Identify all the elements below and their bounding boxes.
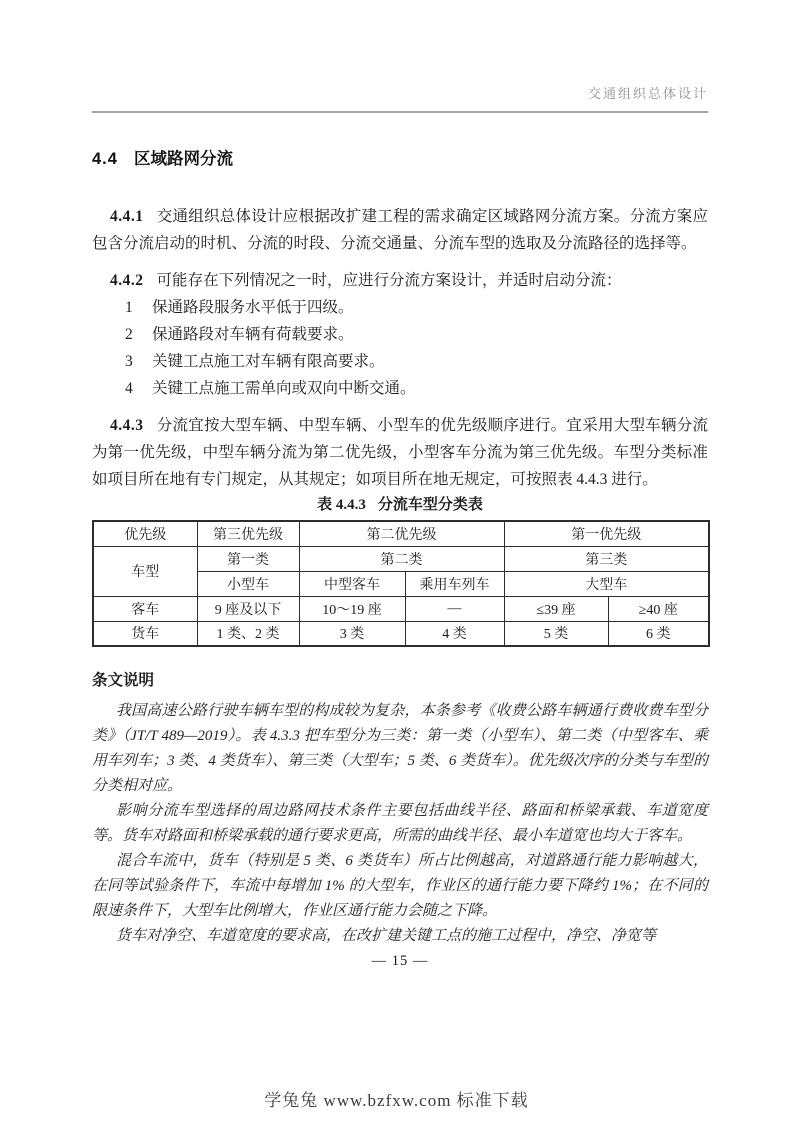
list-item-number: 3 bbox=[125, 353, 133, 370]
table-cell: 货车 bbox=[93, 621, 197, 646]
table-cell: 1 类、2 类 bbox=[197, 621, 299, 646]
table-cell: 车型 bbox=[93, 546, 197, 596]
table-cell: 4 类 bbox=[405, 621, 504, 646]
table-cell: 第二类 bbox=[299, 546, 504, 571]
table-cell: 第一类 bbox=[197, 546, 299, 571]
clause-number: 4.4.3 bbox=[110, 417, 144, 434]
list-item-number: 2 bbox=[125, 326, 133, 343]
list-item-text: 关键工点施工需单向或双向中断交通。 bbox=[152, 380, 416, 397]
table-cell: 客车 bbox=[93, 596, 197, 621]
section-heading bbox=[92, 148, 708, 170]
clause-4-4-2 bbox=[92, 267, 708, 294]
footer-watermark: 学兔兔 www.bzfxw.com 标准下载 bbox=[264, 1091, 529, 1110]
table-row bbox=[93, 621, 709, 646]
table-cell: 优先级 bbox=[93, 521, 197, 546]
list-item-text: 保通路段服务水平低于四级。 bbox=[152, 299, 354, 316]
table-title-number: 表 4.4.3 bbox=[317, 497, 366, 513]
table-cell: ≤39 座 bbox=[504, 596, 608, 621]
clause-text: 交通组织总体设计应根据改扩建工程的需求确定区域路网分流方案。分流方案应包含分流启动的时机、分流的时段、分流交通量、分流车型的选取及分流路径的选择等。 bbox=[92, 208, 708, 252]
table-cell: 9 座及以下 bbox=[197, 596, 299, 621]
table-cell: 第二优先级 bbox=[299, 521, 504, 546]
commentary-paragraph: 影响分流车型选择的周边路网技术条件主要包括曲线半径、路面和桥梁承载、车道宽度等。货车对路面和桥梁承载的通行要求更高，所需的曲线半径、最小车道宽也均大于客车。 bbox=[92, 803, 708, 844]
table-cell: 小型车 bbox=[197, 571, 299, 596]
table-cell: ≥40 座 bbox=[608, 596, 709, 621]
table-cell: 第三类 bbox=[504, 546, 709, 571]
clause-number: 4.4.2 bbox=[110, 272, 144, 289]
section-title: 区域路网分流 bbox=[133, 150, 233, 168]
clause-text: 分流宜按大型车辆、中型车辆、小型车的优先级顺序进行。宜采用大型车辆分流为第一优先级，中型车辆分流为第二优先级，小型客车分流为第三优先级。车型分类标准如项目所在地有专门规定，从其规定；如项目所在地无规定，可按照表 4.4.3 进行。 bbox=[92, 417, 708, 488]
table-row bbox=[93, 521, 709, 546]
list-item-text: 保通路段对车辆有荷载要求。 bbox=[152, 326, 354, 343]
table-cell: 10～19 座 bbox=[299, 596, 405, 621]
list-item bbox=[92, 375, 708, 402]
list-item bbox=[92, 321, 708, 348]
list-item-number: 1 bbox=[125, 299, 133, 316]
commentary-paragraph: 我国高速公路行驶车辆车型的构成较为复杂，本条参考《收费公路车辆通行费收费车型分类》（JT/T 489—2019）。表 4.3.3 把车型分为三类：第一类（小型车）、第二类（中型客车、乘用车列车；3 类、4 类货车）、第三类（大型车；5 类、6 类货车）。优先级次序的分类与车型的分类相对应。 bbox=[92, 703, 708, 794]
clause-4-4-3 bbox=[92, 412, 708, 493]
page-number: — 15 — bbox=[371, 953, 429, 969]
commentary-paragraph: 货车对净空、车道宽度的要求高，在改扩建关键工点的施工过程中，净空、净宽等 bbox=[116, 928, 657, 944]
list-item bbox=[92, 348, 708, 375]
clause-text: 可能存在下列情况之一时，应进行分流方案设计，并适时启动分流： bbox=[156, 272, 622, 289]
table-cell: 大型车 bbox=[504, 571, 709, 596]
table-cell: 中型客车 bbox=[299, 571, 405, 596]
table-cell: 6 类 bbox=[608, 621, 709, 646]
running-header: 交通组织总体设计 bbox=[587, 86, 708, 101]
list-item-number: 4 bbox=[125, 380, 133, 397]
commentary-heading: 条文说明 bbox=[92, 672, 155, 689]
table-cell: 乘用车列车 bbox=[405, 571, 504, 596]
table-title bbox=[92, 495, 708, 516]
table-row bbox=[93, 596, 709, 621]
table-cell: 第三优先级 bbox=[197, 521, 299, 546]
commentary-section bbox=[92, 671, 708, 949]
section-number: 4.4 bbox=[92, 150, 118, 168]
clause-4-4-2-list bbox=[92, 294, 708, 402]
clause-number: 4.4.1 bbox=[110, 208, 144, 225]
vehicle-classification-table bbox=[92, 520, 710, 647]
commentary-paragraph: 混合车流中，货车（特别是 5 类、6 类货车）所占比例越高，对道路通行能力影响越大，在同等试验条件下，车流中每增加 1% 的大型车，作业区的通行能力要下降约 1%；在不同的限速条件下，大型车比例增大，作业区通行能力会随之下降。 bbox=[92, 853, 708, 919]
list-item bbox=[92, 294, 708, 321]
header-rule bbox=[92, 111, 708, 113]
page-content bbox=[92, 86, 708, 971]
table-cell: 3 类 bbox=[299, 621, 405, 646]
table-row bbox=[93, 546, 709, 571]
list-item-text: 关键工点施工对车辆有限高要求。 bbox=[152, 353, 385, 370]
clause-4-4-1 bbox=[92, 203, 708, 257]
table-cell: — bbox=[405, 596, 504, 621]
table-cell: 第一优先级 bbox=[504, 521, 709, 546]
table-title-text: 分流车型分类表 bbox=[377, 497, 483, 513]
table-cell: 5 类 bbox=[504, 621, 608, 646]
